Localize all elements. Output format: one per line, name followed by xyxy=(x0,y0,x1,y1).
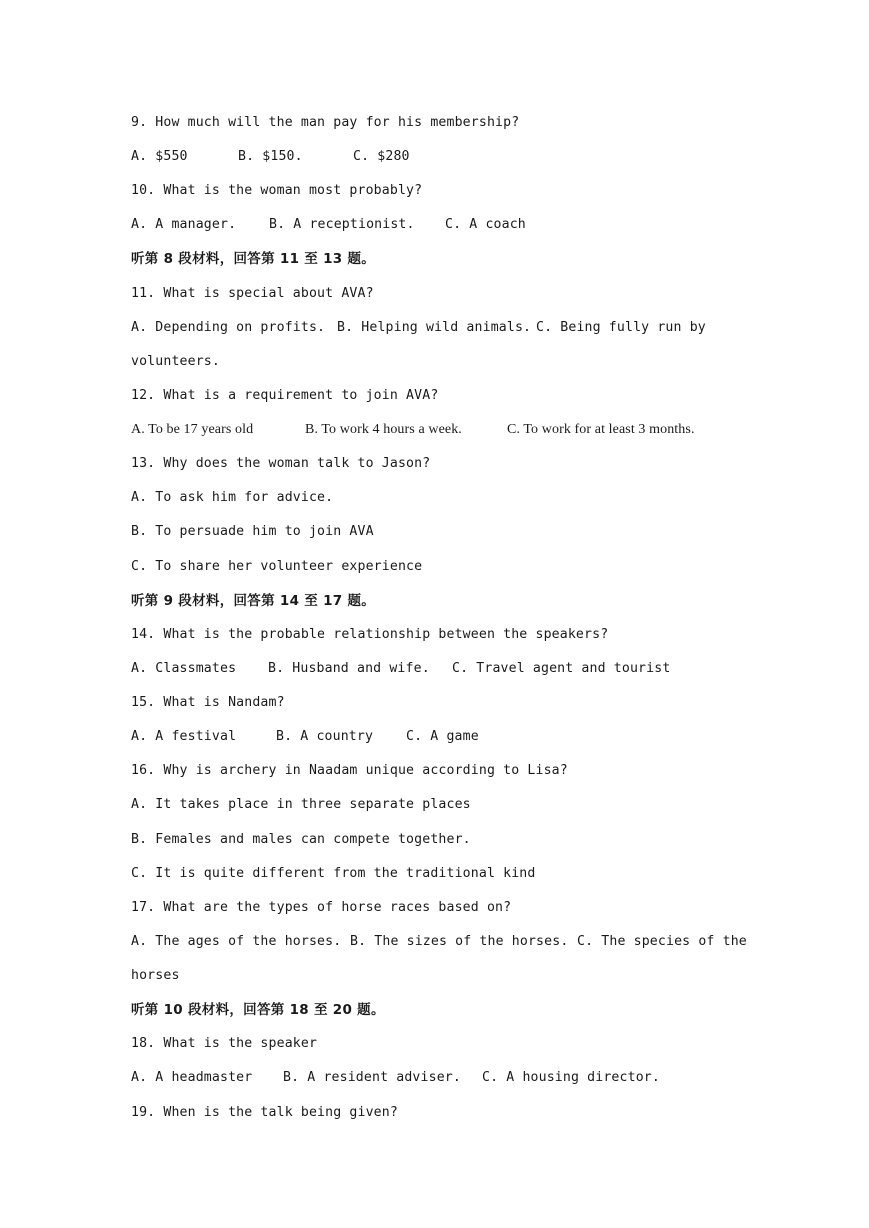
option-b: B. Females and males can compete together. xyxy=(131,832,471,847)
option-c: C. A coach xyxy=(445,217,526,232)
question-16: 16. Why is archery in Naadam unique according to Lisa? xyxy=(131,763,568,778)
option-a: A. The ages of the horses. xyxy=(131,934,342,949)
option-b: B. A receptionist. xyxy=(269,217,415,232)
option-b: B. A resident adviser. xyxy=(283,1070,461,1085)
option-a: A. A manager. xyxy=(131,217,237,232)
option-c: C. To work for at least 3 months. xyxy=(507,422,695,437)
section-heading-10: 听第 10 段材料，回答第 18 至 20 题。 xyxy=(131,1002,385,1018)
option-b: B. Helping wild animals. xyxy=(337,320,532,335)
option-a: A. $550 xyxy=(131,149,188,164)
question-10: 10. What is the woman most probably? xyxy=(131,183,423,198)
question-12: 12. What is a requirement to join AVA? xyxy=(131,388,439,403)
option-a: A. To be 17 years old xyxy=(131,422,254,437)
option-c-continued: volunteers. xyxy=(131,354,220,369)
option-c: C. A housing director. xyxy=(482,1070,660,1085)
question-9: 9. How much will the man pay for his membership? xyxy=(131,115,520,130)
question-15: 15. What is Nandam? xyxy=(131,695,285,710)
question-13: 13. Why does the woman talk to Jason? xyxy=(131,456,431,471)
option-a: A. Depending on profits. xyxy=(131,320,326,335)
option-a: A. To ask him for advice. xyxy=(131,490,334,505)
option-c-continued: horses xyxy=(131,968,180,983)
option-b: B. A country xyxy=(276,729,374,744)
question-11: 11. What is special about AVA? xyxy=(131,286,374,301)
option-a: A. It takes place in three separate places xyxy=(131,797,471,812)
option-a: A. A festival xyxy=(131,729,237,744)
option-c: C. It is quite different from the traditional kind xyxy=(131,866,536,881)
option-b: B. Husband and wife. xyxy=(268,661,430,676)
question-19: 19. When is the talk being given? xyxy=(131,1105,398,1120)
option-c: C. Being fully run by xyxy=(536,320,706,335)
option-b: B. To work 4 hours a week. xyxy=(305,422,462,437)
option-c: C. $280 xyxy=(353,149,410,164)
question-14: 14. What is the probable relationship between the speakers? xyxy=(131,627,609,642)
section-heading-9: 听第 9 段材料，回答第 14 至 17 题。 xyxy=(131,593,376,609)
section-heading-8: 听第 8 段材料，回答第 11 至 13 题。 xyxy=(131,251,376,267)
option-c: C. To share her volunteer experience xyxy=(131,559,423,574)
option-b: B. The sizes of the horses. xyxy=(350,934,569,949)
option-a: A. Classmates xyxy=(131,661,237,676)
option-c: C. Travel agent and tourist xyxy=(452,661,671,676)
option-b: B. $150. xyxy=(238,149,303,164)
option-b: B. To persuade him to join AVA xyxy=(131,524,374,539)
question-18: 18. What is the speaker xyxy=(131,1036,318,1051)
option-c: C. The species of the xyxy=(577,934,747,949)
option-a: A. A headmaster xyxy=(131,1070,253,1085)
option-c: C. A game xyxy=(406,729,479,744)
question-17: 17. What are the types of horse races based on? xyxy=(131,900,512,915)
